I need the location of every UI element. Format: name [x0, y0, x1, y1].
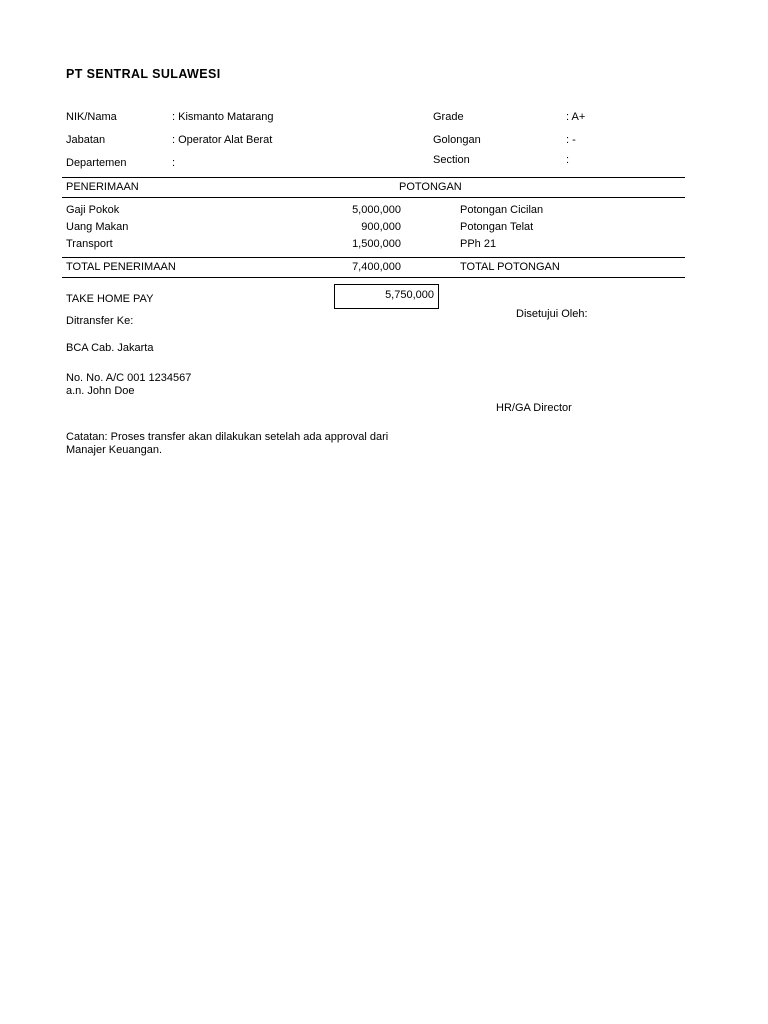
divider-totals	[62, 257, 685, 258]
nik-value: : Kismanto Matarang	[172, 111, 274, 123]
potongan-header: POTONGAN	[399, 181, 462, 193]
deduction-label: PPh 21	[460, 238, 497, 250]
take-home-label: TAKE HOME PAY	[66, 293, 154, 305]
jabatan-label: Jabatan	[66, 134, 106, 146]
grade-value: : A+	[566, 111, 586, 123]
departemen-value: :	[172, 157, 176, 169]
penerimaan-header: PENERIMAAN	[66, 181, 139, 193]
account-name: a.n. John Doe	[66, 385, 135, 397]
deduction-label: Potongan Telat	[460, 221, 534, 233]
company-name: PT SENTRAL SULAWESI	[66, 67, 221, 81]
deduction-label: Potongan Cicilan	[460, 204, 544, 216]
earning-amount: 900,000	[361, 221, 401, 233]
section-value: :	[566, 154, 570, 166]
golongan-label: Golongan	[433, 134, 481, 146]
transfer-label: Ditransfer Ke:	[66, 315, 134, 327]
earning-amount: 1,500,000	[352, 238, 401, 250]
total-penerimaan-label: TOTAL PENERIMAAN	[66, 261, 176, 273]
earning-amount: 5,000,000	[352, 204, 401, 216]
divider-header	[62, 197, 685, 198]
total-penerimaan-value: 7,400,000	[352, 261, 401, 273]
nik-label: NIK/Nama	[66, 111, 117, 123]
earning-label: Gaji Pokok	[66, 204, 120, 216]
account-number: No. No. A/C 001 1234567	[66, 372, 192, 384]
departemen-label: Departemen	[66, 157, 127, 169]
note-line: Catatan: Proses transfer akan dilakukan setelah ada approval dari	[66, 431, 389, 443]
note-line: Manajer Keuangan.	[66, 444, 163, 456]
grade-label: Grade	[433, 111, 464, 123]
earning-label: Transport	[66, 238, 113, 250]
golongan-value: : -	[566, 134, 576, 146]
total-potongan-label: TOTAL POTONGAN	[460, 261, 560, 273]
approver-title: HR/GA Director	[496, 402, 572, 414]
divider-bottom	[62, 277, 685, 278]
section-label: Section	[433, 154, 470, 166]
jabatan-value: : Operator Alat Berat	[172, 134, 273, 146]
earning-label: Uang Makan	[66, 221, 129, 233]
approval-label: Disetujui Oleh:	[516, 308, 588, 320]
divider-top	[62, 177, 685, 178]
take-home-value: 5,750,000	[385, 289, 434, 301]
bank-name: BCA Cab. Jakarta	[66, 342, 154, 354]
